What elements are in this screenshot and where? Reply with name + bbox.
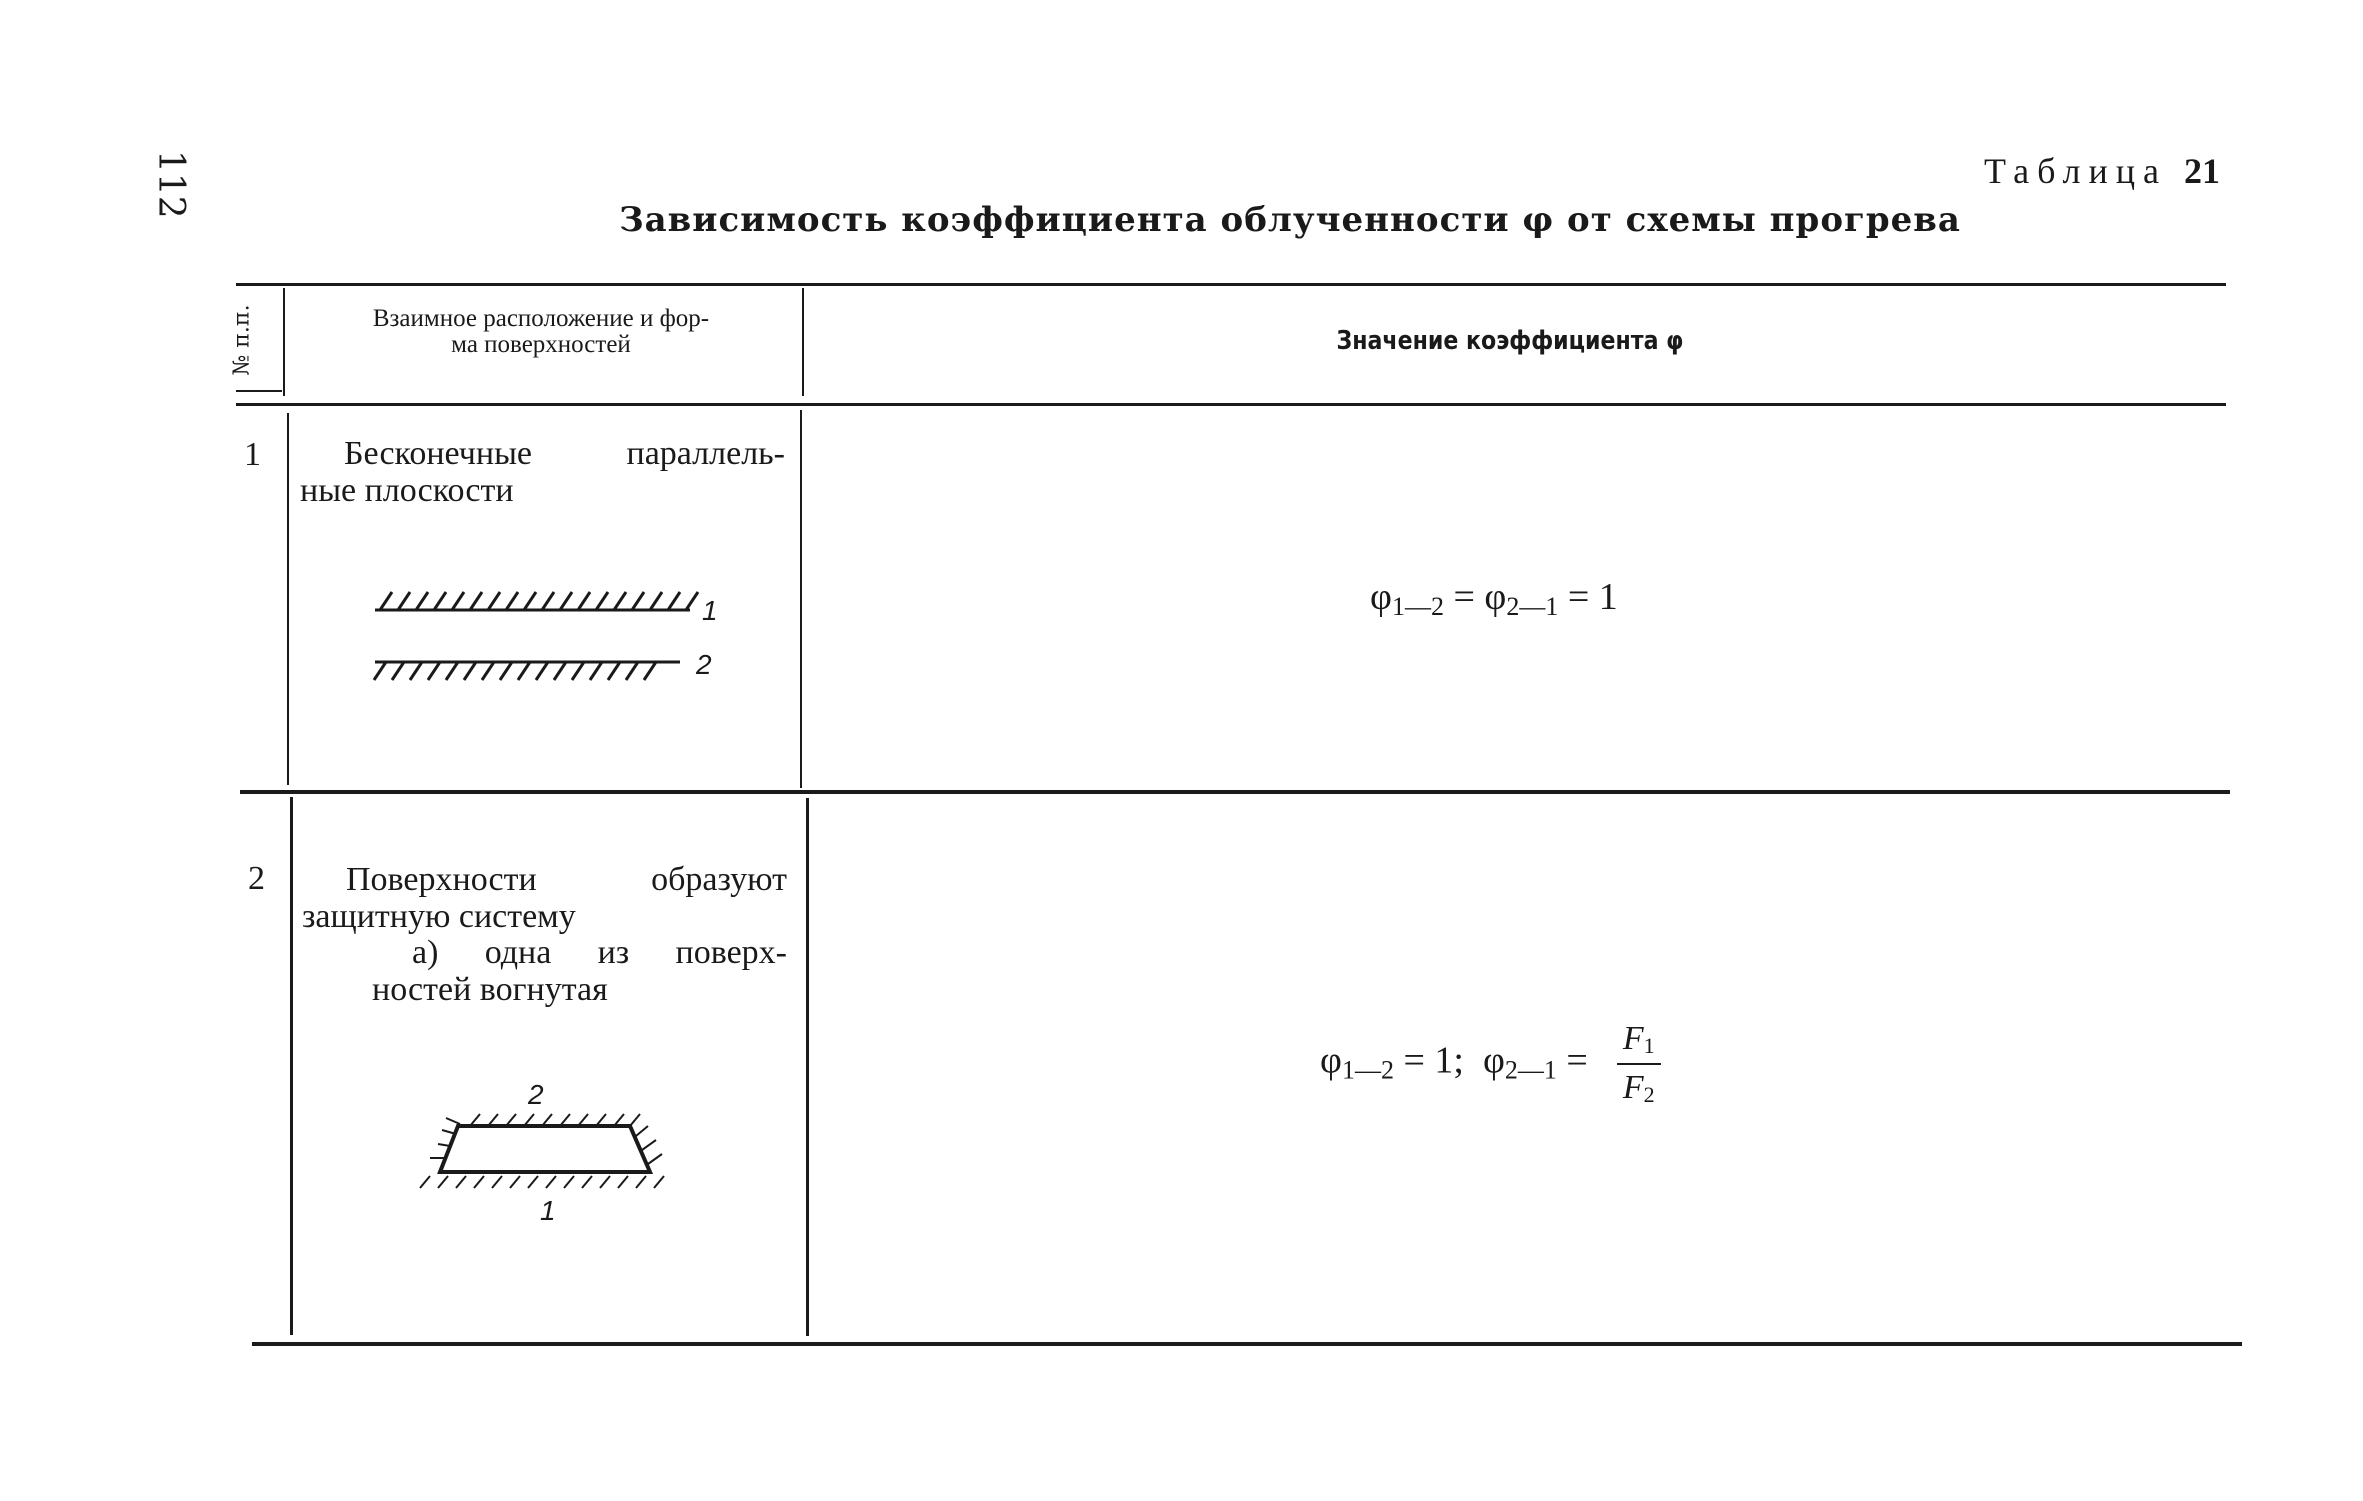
row2-mid: = 1;: [1393, 1039, 1483, 1082]
row1-formula: [1370, 575, 1618, 622]
row1-number: 1: [244, 436, 261, 473]
table-label-word: Таблица: [1984, 151, 2167, 191]
row1-description-line1: Бесконечные параллель-: [344, 435, 785, 472]
table-bottom-rule: [252, 1342, 2242, 1346]
trapezoid-outline: [440, 1126, 650, 1172]
value-column-header: Значение коэффициента φ: [1336, 326, 1684, 356]
row1-phi-2: φ: [1484, 576, 1507, 618]
table-title: Зависимость коэффициента облученности φ от схемы прогрева: [619, 200, 1961, 240]
row2-phi-2: φ: [1482, 1039, 1505, 1082]
header-bottom-rule: [236, 403, 2226, 406]
table-number: 21: [2184, 151, 2220, 191]
row1-description: [300, 436, 785, 509]
surface-1-label: 1: [540, 1195, 556, 1226]
row2-col-divider-1: [290, 797, 293, 1335]
row1-eq-2: = 1: [1558, 576, 1618, 618]
row2-col-divider-2: [806, 798, 809, 1336]
row2-phi-1: φ: [1320, 1039, 1342, 1082]
num-column-header: [212, 290, 272, 390]
row2-description: [302, 862, 787, 1009]
row1-description-line2: ные плоскости: [300, 471, 514, 509]
row2-number: 2: [248, 860, 265, 897]
row2-den-letter: F: [1622, 1069, 1644, 1106]
arrangement-header-line1: Взаимное расположение и фор-: [372, 305, 710, 332]
arrangement-header-line2: ма поверхностей: [451, 331, 631, 359]
surface-2-label: 2: [528, 1079, 544, 1110]
row2-fraction-numerator: [1617, 1020, 1661, 1065]
row2-protective-system-figure: [400, 1060, 690, 1230]
table-top-rule: [236, 283, 2226, 286]
row2-sub-2: 2—1: [1504, 1055, 1557, 1085]
row-divider-rule: [240, 790, 2230, 794]
row2-fraction-denominator: [1617, 1065, 1661, 1108]
row2-eq: =: [1556, 1039, 1598, 1082]
header-col-divider-2: [802, 288, 804, 396]
row2-den-sub: 2: [1643, 1082, 1655, 1107]
row1-phi-1: φ: [1370, 576, 1392, 618]
row2-description-line3: а) одна из поверх-: [412, 934, 787, 972]
page-number: 112: [150, 150, 191, 219]
plane-2-hatching: [374, 662, 656, 680]
arrangement-column-header: [296, 306, 786, 359]
row2-description-line2: защитную систему: [302, 897, 576, 935]
row2-description-line4: ностей вогнутая: [372, 971, 608, 1009]
header-num-rule: [236, 390, 282, 392]
table-label: [1890, 150, 2220, 192]
row2-description-line1: Поверхности образуют: [346, 861, 787, 898]
plane-2-label: 2: [696, 649, 712, 680]
row1-eq-1: =: [1443, 576, 1485, 618]
row2-num-letter: F: [1622, 1020, 1644, 1057]
row2-num-sub: 1: [1643, 1033, 1655, 1058]
row2-fraction: [1617, 1020, 1661, 1108]
num-column-header-text: № п.п.: [229, 304, 255, 376]
row1-parallel-planes-figure: [360, 570, 730, 700]
header-col-divider-1: [283, 288, 285, 396]
plane-1-hatching: [380, 592, 698, 610]
row1-col-divider-1: [287, 413, 289, 785]
plane-1-label: 1: [702, 595, 718, 626]
row1-sub-1: 1—2: [1391, 592, 1444, 621]
row1-col-divider-2: [800, 410, 802, 788]
row1-sub-2: 2—1: [1506, 592, 1559, 621]
row2-formula: [1320, 1020, 1661, 1108]
row2-sub-1: 1—2: [1341, 1055, 1394, 1085]
